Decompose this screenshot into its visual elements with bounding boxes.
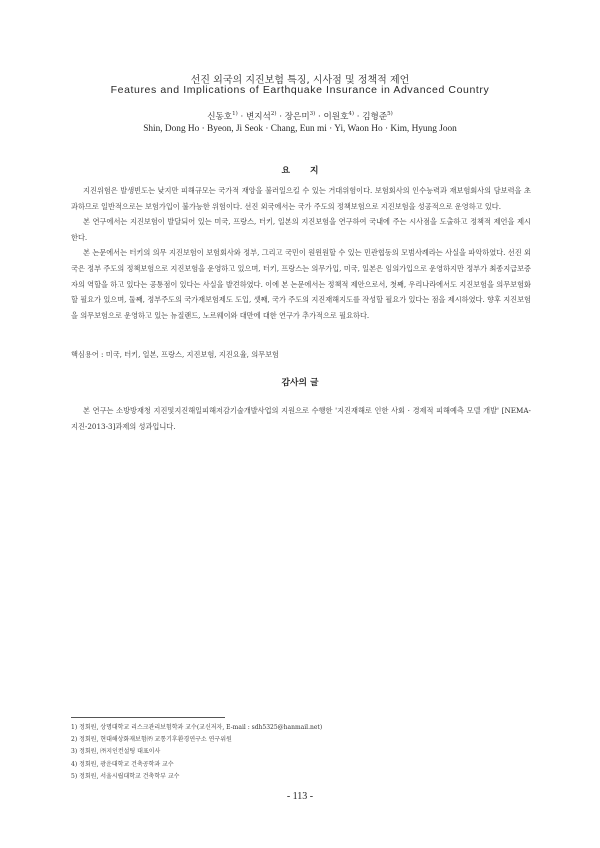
footnote-divider: [71, 717, 225, 718]
footnotes: [71, 722, 541, 783]
author-separator: ·: [315, 112, 324, 122]
footnote: 5) 정회원, 서울시립대학교 건축학부 교수: [71, 772, 180, 780]
authors-korean: [0, 110, 600, 122]
author-4: 이원호$^{4)}$: [323, 111, 355, 122]
author-separator: ·: [237, 112, 246, 122]
acknowledgement-body: [71, 403, 531, 434]
abstract-paragraph: 지진위험은 발생빈도는 낮지만 피해규모는 국가적 재앙을 불러일으킬 수 있는 거대위험이다. 보험회사의 인수능력과 재보험회사의 담보력을 초과하므로 일반적으로는 보험가입이 불가능한 위험이다. 선진 외국에서는 국가 주도의 정책보험으로 지진보험을 성공적으로 운영하고 있다.: [71, 186, 531, 211]
title-english: Features and Implications of Earthquake Insurance in Advanced Country: [110, 84, 490, 96]
footnote: 4) 정회원, 광운대학교 건축공학과 교수: [71, 760, 174, 768]
abstract-paragraph: 본 논문에서는 터키의 의무 지진보험이 보험회사와 정부, 그리고 국민이 원윈원할 수 있는 민관협동의 모범사례라는 사실을 파악하였다. 선진 외국은 정부 주도의 정책보험으로 지진보험을 운영하고 있으며, 터키, 프랑스는 의무가입, 미국, 일본은 임의가입으로 운영하지만 정부가 최종지급보증자의 역할을 하고 있다는 공통점이 있다는 사실을 발견하였다. 이에 본 논문에서는 정책적 제안으로서, 첫째, 우리나라에서도 지진보험을 의무보험화할 필요가 있으며, 둘째, 정부주도의 국가재보험제도 도입, 셋째, 국가 주도의 지진재해지도를 작성할 필요가 있다는 점을 제시하였다. 향후 지진보험을 의무보험으로 운영하고 있는 뉴질랜드, 노르웨이와 대만에 대한 연구가 추가적으로 필요하다.: [71, 248, 532, 320]
abstract-body: [71, 183, 531, 323]
author-1: 신동호$^{1)}$: [207, 111, 238, 122]
acknowledgement-text: 본 연구는 소방방재청 지진및지진해일피해저감기술개발사업의 지원으로 수행한 '지진재해로 인한 사회 · 경제적 피해예측 모델 개발' [NEMA-지진-2013-3]과제의 성과입니다.: [71, 406, 531, 431]
author-5: 김형준$^{5)}$: [362, 111, 393, 122]
keywords: 핵심용어 : 미국, 터키, 일본, 프랑스, 지진보험, 지진요율, 의무보험: [71, 350, 279, 359]
author-2: 변지석$^{2)}$: [245, 111, 277, 122]
author-separator: ·: [276, 112, 285, 122]
footnote: 3) 정회원, ㈜지인컨설팅 대표이사: [71, 748, 161, 756]
page-number: - 113 -: [286, 791, 314, 802]
acknowledgement-heading: 감사의 글: [281, 378, 319, 388]
footnote: 2) 정회원, 현대해상화재보험㈜ 교통기후환경연구소 연구위원: [71, 736, 232, 744]
abstract-heading: 요지: [281, 166, 339, 176]
author-3: 장은미$^{3)}$: [284, 111, 316, 122]
author-separator: ·: [354, 112, 363, 122]
abstract-paragraph: 본 연구에서는 지진보험이 발달되어 있는 미국, 프랑스, 터키, 일본의 지진보험을 연구하여 국내에 주는 시사점을 도출하고 정책적 제언을 제시한다.: [71, 217, 531, 242]
footnote: 1) 정회원, 상명대학교 리스크관리보험학과 교수(교신저자, E-mail : sdh5325@hanmail.net): [71, 724, 323, 731]
title-korean: 선진 외국의 지진보험 특징, 시사점 및 정책적 제언: [190, 75, 410, 86]
authors-english: Shin, Dong Ho · Byeon, Ji Seok · Chang, Eun mi · Yi, Waon Ho · Kim, Hyung Joon: [143, 124, 457, 134]
